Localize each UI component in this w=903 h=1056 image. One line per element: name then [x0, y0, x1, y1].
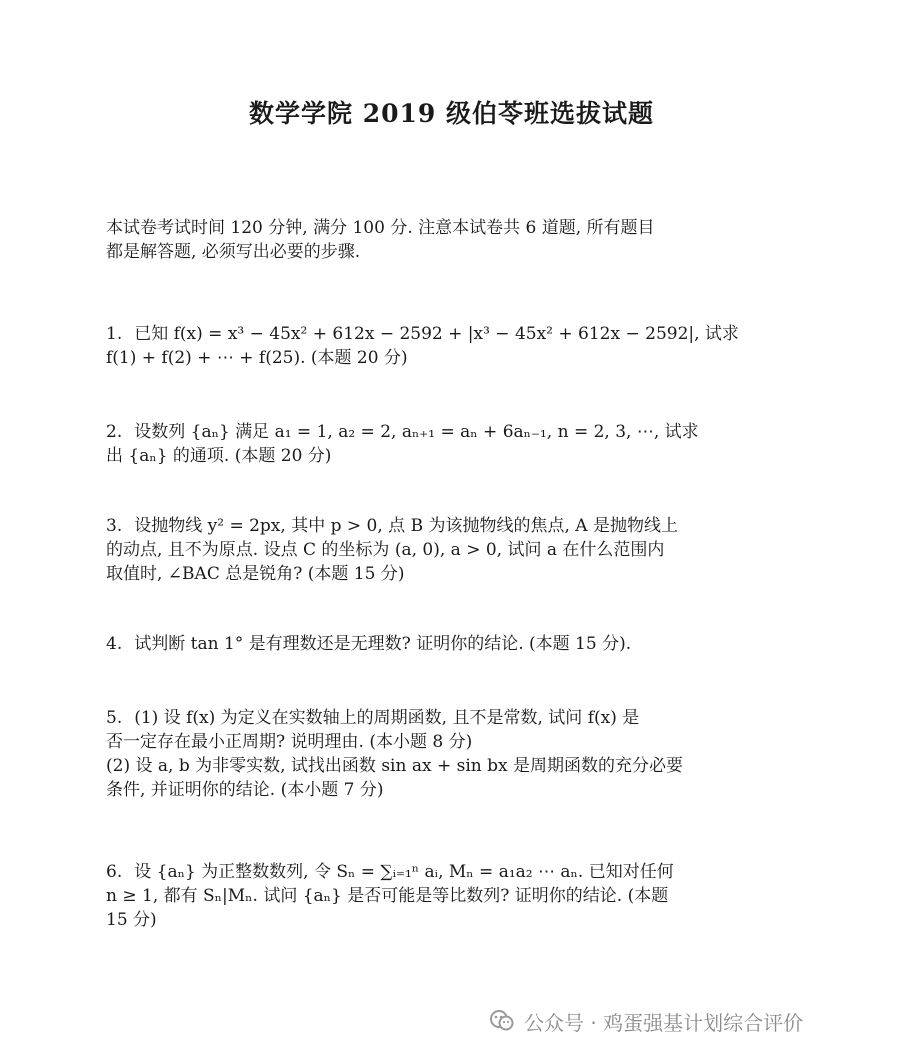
question-4	[106, 632, 782, 656]
watermark-text: 公众号 · 鸡蛋强基计划综合评价	[524, 1010, 804, 1035]
question-line	[106, 322, 782, 346]
question-number: 3.	[106, 516, 123, 536]
watermark	[488, 1004, 803, 1038]
question-text: n ≥ 1, 都有 Sₙ|Mₙ. 试问 {aₙ} 是否可能是等比数列? 证明你的结论. (本题	[106, 886, 669, 906]
question-5	[106, 706, 782, 802]
question-text: f(1) + f(2) + ⋯ + f(25). (本题 20 分)	[106, 348, 408, 368]
question-text: 15 分)	[106, 910, 157, 930]
question-number: 6.	[106, 862, 123, 882]
question-2	[106, 420, 782, 468]
question-line	[106, 514, 782, 538]
question-line	[106, 860, 782, 884]
question-text: 条件, 并证明你的结论. (本小题 7 分)	[106, 780, 384, 800]
question-number: 1.	[106, 324, 123, 344]
question-text: 试判断 tan 1° 是有理数还是无理数? 证明你的结论. (本题 15 分).	[134, 634, 632, 654]
instructions-line: 本试卷考试时间 120 分钟, 满分 100 分. 注意本试卷共 6 道题, 所有题目	[106, 218, 655, 238]
question-6	[106, 860, 782, 932]
question-1	[106, 322, 782, 370]
question-text: (1) 设 f(x) 为定义在实数轴上的周期函数, 且不是常数, 试问 f(x) 是	[134, 708, 640, 728]
question-text: 设抛物线 y² = 2px, 其中 p > 0, 点 B 为该抛物线的焦点, A 是抛物线上	[134, 516, 678, 536]
question-text: 取值时, ∠BAC 总是锐角? (本题 15 分)	[106, 564, 405, 584]
question-number: 5.	[106, 708, 123, 728]
instructions-line: 都是解答题, 必须写出必要的步骤.	[106, 242, 361, 262]
question-text: 设 {aₙ} 为正整数数列, 令 Sₙ = ∑ᵢ₌₁ⁿ aᵢ, Mₙ = a₁a₂ ⋯ aₙ. 已知对任何	[134, 862, 674, 882]
question-line	[106, 632, 782, 656]
question-text: 否一定存在最小正周期? 说明理由. (本小题 8 分)	[106, 732, 473, 752]
question-number: 2.	[106, 422, 123, 442]
question-text: 已知 f(x) = x³ − 45x² + 612x − 2592 + |x³ − 45x² + 612x − 2592|, 试求	[134, 324, 739, 344]
question-text: (2) 设 a, b 为非零实数, 试找出函数 sin ax + sin bx 是周期函数的充分必要	[106, 756, 684, 776]
exam-title: 数学学院 2019 级伯苓班选拔试题	[249, 99, 654, 128]
exam-instructions	[106, 216, 782, 264]
question-text: 设数列 {aₙ} 满足 a₁ = 1, a₂ = 2, aₙ₊₁ = aₙ + 6aₙ₋₁, n = 2, 3, ⋯, 试求	[134, 422, 699, 442]
question-text: 的动点, 且不为原点. 设点 C 的坐标为 (a, 0), a > 0, 试问 a 在什么范围内	[106, 540, 665, 560]
wechat-icon	[488, 1007, 516, 1035]
question-line	[106, 420, 782, 444]
question-line	[106, 706, 782, 730]
question-number: 4.	[106, 634, 123, 654]
question-3	[106, 514, 782, 586]
question-text: 出 {aₙ} 的通项. (本题 20 分)	[106, 446, 332, 466]
